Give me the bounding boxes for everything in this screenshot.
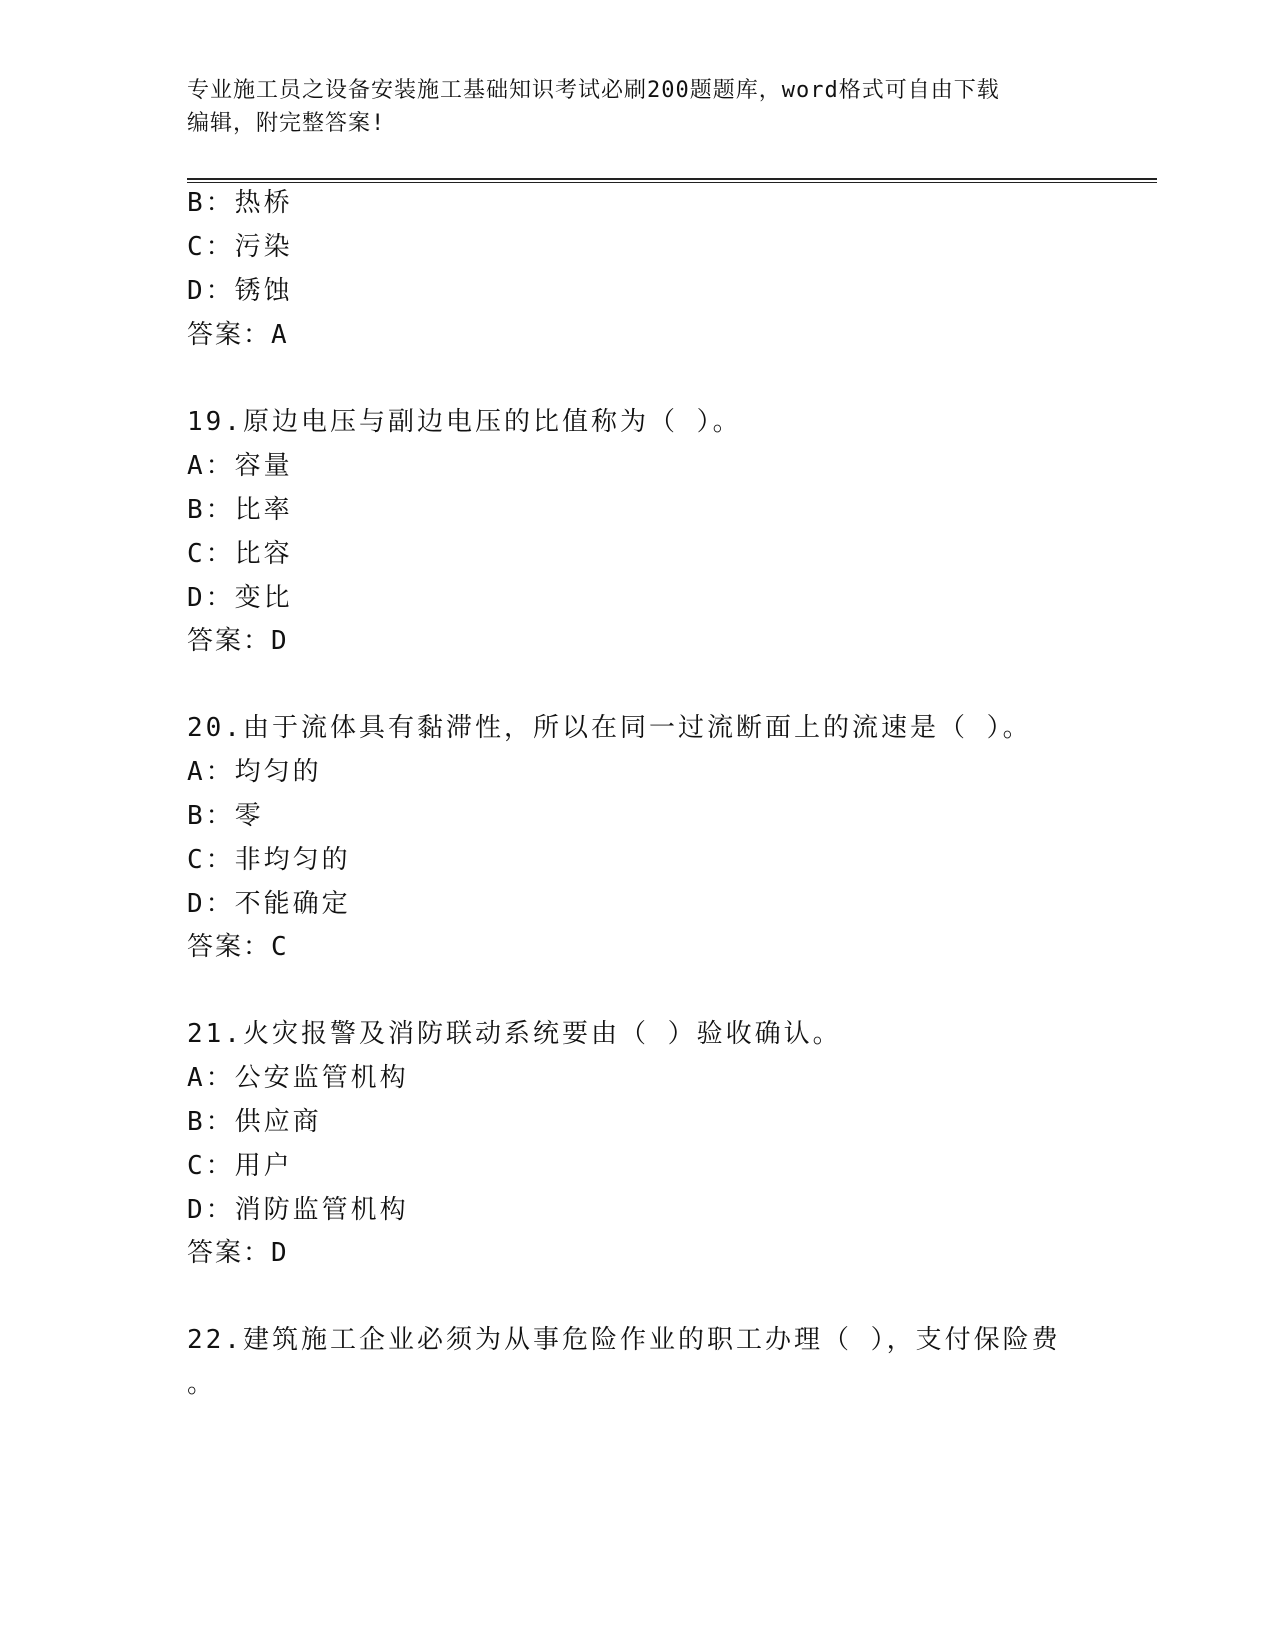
header-divider-thick bbox=[187, 178, 1157, 180]
q19-option-c: C：比容 bbox=[187, 539, 293, 569]
q20-option-a: A：均匀的 bbox=[187, 757, 322, 787]
q19-question: 19.原边电压与副边电压的比值称为（ ）。 bbox=[187, 407, 742, 437]
q18-option-b: B：热桥 bbox=[187, 188, 293, 218]
q20-option-d: D：不能确定 bbox=[187, 889, 351, 919]
q21-option-d: D：消防监管机构 bbox=[187, 1195, 409, 1225]
header-divider-thin bbox=[187, 182, 1157, 183]
q19-option-d: D：变比 bbox=[187, 583, 293, 613]
q19-option-b: B：比率 bbox=[187, 495, 293, 525]
q22-question: 22.建筑施工企业必须为从事危险作业的职工办理（ ），支付保险费 bbox=[187, 1325, 1061, 1355]
q21-answer: 答案：D bbox=[187, 1238, 289, 1268]
q21-question: 21.火灾报警及消防联动系统要由（ ）验收确认。 bbox=[187, 1019, 842, 1049]
q18-answer: 答案：A bbox=[187, 320, 289, 350]
header-line-1: 专业施工员之设备安装施工基础知识考试必刷200题题库，word格式可自由下载 bbox=[187, 78, 1000, 103]
q20-answer: 答案：C bbox=[187, 932, 289, 962]
q20-question: 20.由于流体具有黏滞性，所以在同一过流断面上的流速是（ ）。 bbox=[187, 713, 1032, 743]
q20-option-b: B：零 bbox=[187, 801, 264, 831]
q18-option-c: C：污染 bbox=[187, 232, 293, 262]
document-header bbox=[187, 74, 1077, 140]
q22-question-continuation: 。 bbox=[187, 1369, 217, 1399]
q20-option-c: C：非均匀的 bbox=[187, 845, 351, 875]
q19-answer: 答案：D bbox=[187, 626, 289, 656]
header-line-2: 编辑，附完整答案! bbox=[187, 111, 386, 136]
q21-option-a: A：公安监管机构 bbox=[187, 1063, 409, 1093]
q19-option-a: A：容量 bbox=[187, 451, 293, 481]
q21-option-c: C：用户 bbox=[187, 1151, 293, 1181]
q21-option-b: B：供应商 bbox=[187, 1107, 322, 1137]
q18-option-d: D：锈蚀 bbox=[187, 276, 293, 306]
